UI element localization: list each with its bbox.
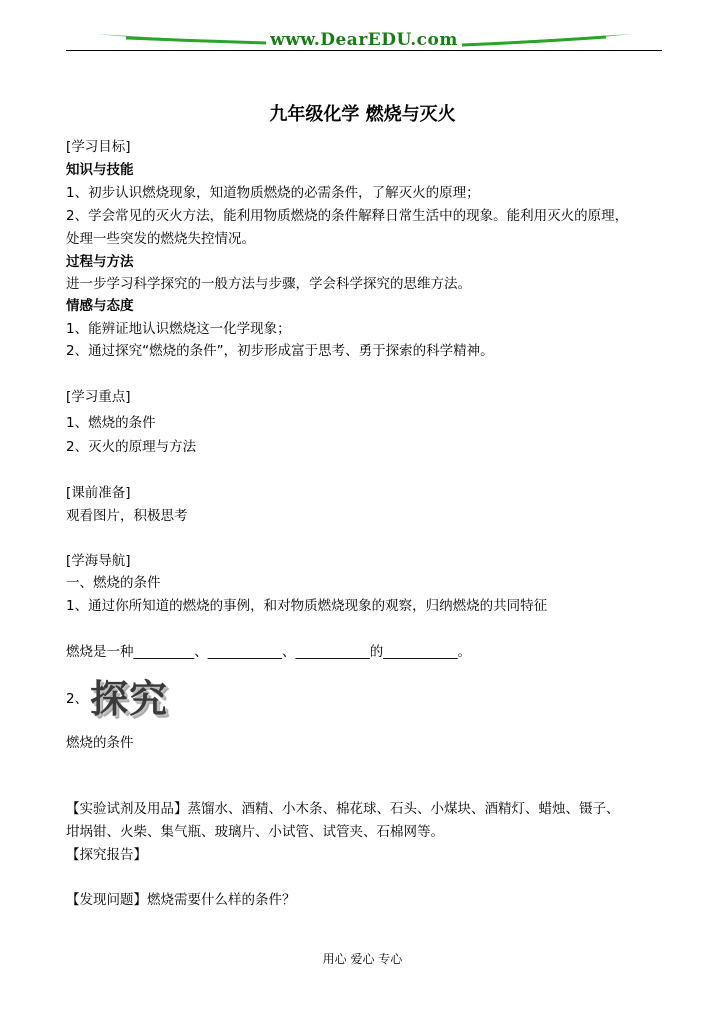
explore-number: 2、 — [66, 691, 89, 707]
attitude-item-1: 1、能辨证地认识燃烧这一化学现象； — [66, 321, 291, 337]
knowledge-item-1: 1、初步认识燃烧现象，知道物质燃烧的必需条件，了解灭火的原理； — [66, 185, 480, 201]
knowledge-item-2a: 2、学会常见的灭火方法，能利用物质燃烧的条件解释日常生活中的现象。能利用灭火的原理， — [66, 208, 629, 224]
process-heading: 过程与方法 — [66, 254, 134, 270]
knowledge-item-2b: 处理一些突发的燃烧失控情况。 — [66, 231, 255, 247]
key-heading: [学习重点] — [66, 389, 131, 405]
prep-item-1: 观看图片，积极思考 — [66, 508, 188, 524]
header-divider — [66, 50, 662, 51]
key-item-2: 2、灭火的原理与方法 — [66, 439, 197, 455]
page-title: 九年级化学 燃烧与灭火 — [269, 104, 456, 125]
explore-title-word: 探究 — [90, 676, 169, 721]
guide-item-2: 1、通过你所知道的燃烧的事例，和对物质燃烧现象的观察，归纳燃烧的共同特征 — [66, 598, 548, 614]
materials-line-2: 坩埚钳、火柴、集气瓶、玻璃片、小试管、试管夹、石棉网等。 — [66, 824, 444, 840]
site-url: www.DearEDU.com — [270, 30, 458, 50]
process-item-1: 进一步学习科学探究的一般方法与步骤，学会科学探究的思维方法。 — [66, 276, 471, 292]
guide-item-1: 一、燃烧的条件 — [66, 575, 161, 591]
fill-blank-line: 燃烧是一种_________、___________、___________的___________。 — [66, 644, 471, 660]
question-line: 【发现问题】燃烧需要什么样的条件？ — [66, 892, 296, 908]
report-heading: 【探究报告】 — [66, 847, 147, 863]
knowledge-heading: 知识与技能 — [66, 162, 134, 178]
attitude-heading: 情感与态度 — [66, 298, 134, 314]
attitude-item-2: 2、通过探究“燃烧的条件”，初步形成富于思考、勇于探索的科学精神。 — [66, 343, 494, 359]
page-footer: 用心 爱心 专心 — [322, 952, 403, 966]
key-item-1: 1、燃烧的条件 — [66, 415, 156, 431]
prep-heading: [课前准备] — [66, 485, 131, 501]
materials-line-1: 【实验试剂及用品】蒸馏水、酒精、小木条、棉花球、石头、小煤块、酒精灯、蜡烛、镊子、 — [66, 801, 620, 817]
guide-heading: [学海导航] — [66, 553, 131, 569]
explore-subtitle: 燃烧的条件 — [66, 735, 134, 751]
goals-heading: [学习目标] — [66, 139, 131, 155]
site-header — [66, 26, 662, 56]
